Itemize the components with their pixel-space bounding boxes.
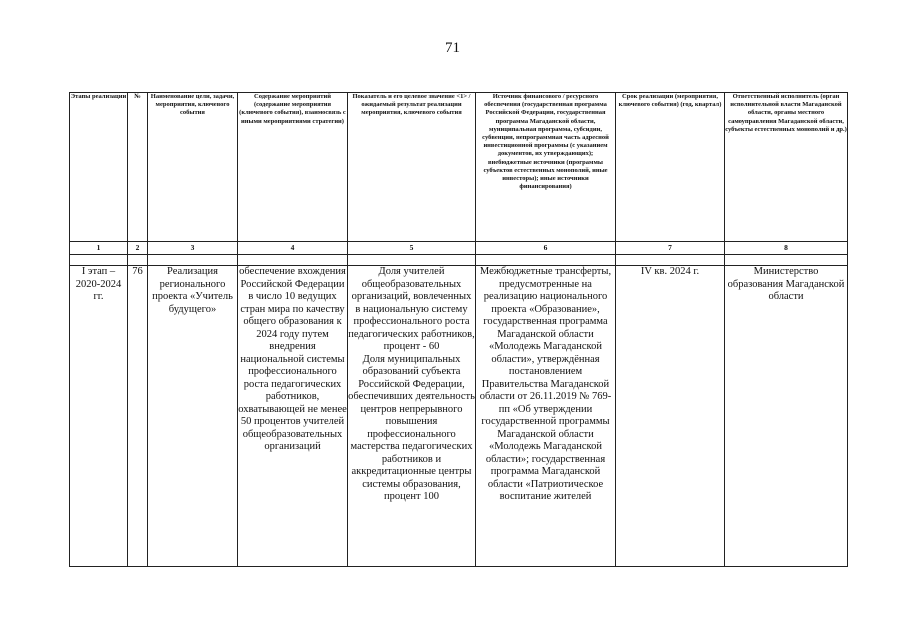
cell-name: Реализация регионального проекта «Учитель будущего» — [148, 266, 238, 567]
header-content: Содержание мероприятий (содержание мероприятия (ключевого события), взаимосвязь с иными мероприятиями стратегии) — [238, 93, 348, 242]
header-term: Срок реализации (мероприятия, ключевого события) (год, квартал) — [616, 93, 725, 242]
table-row — [70, 266, 848, 567]
header-name: Наименование цели, задачи, мероприятия, ключевого события — [148, 93, 238, 242]
header-executor: Ответственный исполнитель (орган исполнительной власти Магаданской области, органы местного самоуправления Магаданской области, субъекты естественных монополий и др.) — [725, 93, 848, 242]
column-number: 5 — [348, 242, 476, 255]
header-source: Источник финансового / ресурсного обеспечения (государственная программа Российской Федерации, государственная программа Магаданской области, муниципальная программа, субсидии, субвенции, непрограммная часть адресной инвестиционной программы (с указанием документов, их утверждающих); внебюджетные источники (программы субъектов естественных монополий, иные инвесторы); иные источники финансирования) — [476, 93, 616, 242]
header-stage: Этапы реализации — [70, 93, 128, 242]
header-number: № — [128, 93, 148, 242]
cell-source: Межбюджетные трансферты, предусмотренные на реализацию национального проекта «Образование», государственная программа Магаданской области «Молодежь Магаданской области», утверждённая постановлением Правительства Магаданской области от 26.11.2019 № 769-пп «Об утверждении государственной программы Магаданской области «Молодежь Магаданской области»; государственная программа Магаданской области «Патриотическое воспитание жителей — [476, 266, 616, 567]
column-number: 1 — [70, 242, 128, 255]
column-number: 6 — [476, 242, 616, 255]
cell-indicator: Доля учителей общеобразовательных организаций, вовлеченных в национальную систему профессионального роста педагогических работников, процент - 60 Доля муниципальных образований субъекта Российской Федерации, обеспечивших деятельность центров непрерывного повышения профессионального мастерства педагогических работников и аккредитационные центры системы образования, процент 100 — [348, 266, 476, 567]
spacer-row — [70, 255, 848, 266]
strategy-plan-table — [69, 92, 848, 567]
cell-content: обеспечение вхождения Российской Федерации в число 10 ведущих стран мира по качеству общего образования к 2024 году путем внедрения национальной системы профессионального роста педагогических работников, охватывающей не менее 50 процентов учителей общеобразовательных организаций — [238, 266, 348, 567]
column-number: 8 — [725, 242, 848, 255]
cell-term: IV кв. 2024 г. — [616, 266, 725, 567]
column-number: 2 — [128, 242, 148, 255]
column-number: 4 — [238, 242, 348, 255]
cell-executor: Министерство образования Магаданской области — [725, 266, 848, 567]
column-number: 7 — [616, 242, 725, 255]
page-number: 71 — [445, 40, 460, 56]
cell-number: 76 — [128, 266, 148, 567]
cell-stage: I этап – 2020-2024 гг. — [70, 266, 128, 567]
header-row — [70, 93, 848, 242]
column-number: 3 — [148, 242, 238, 255]
header-indicator: Показатель и его целевое значение <1> /ожидаемый результат реализации мероприятия, ключевого события — [348, 93, 476, 242]
column-number-row — [70, 242, 848, 255]
